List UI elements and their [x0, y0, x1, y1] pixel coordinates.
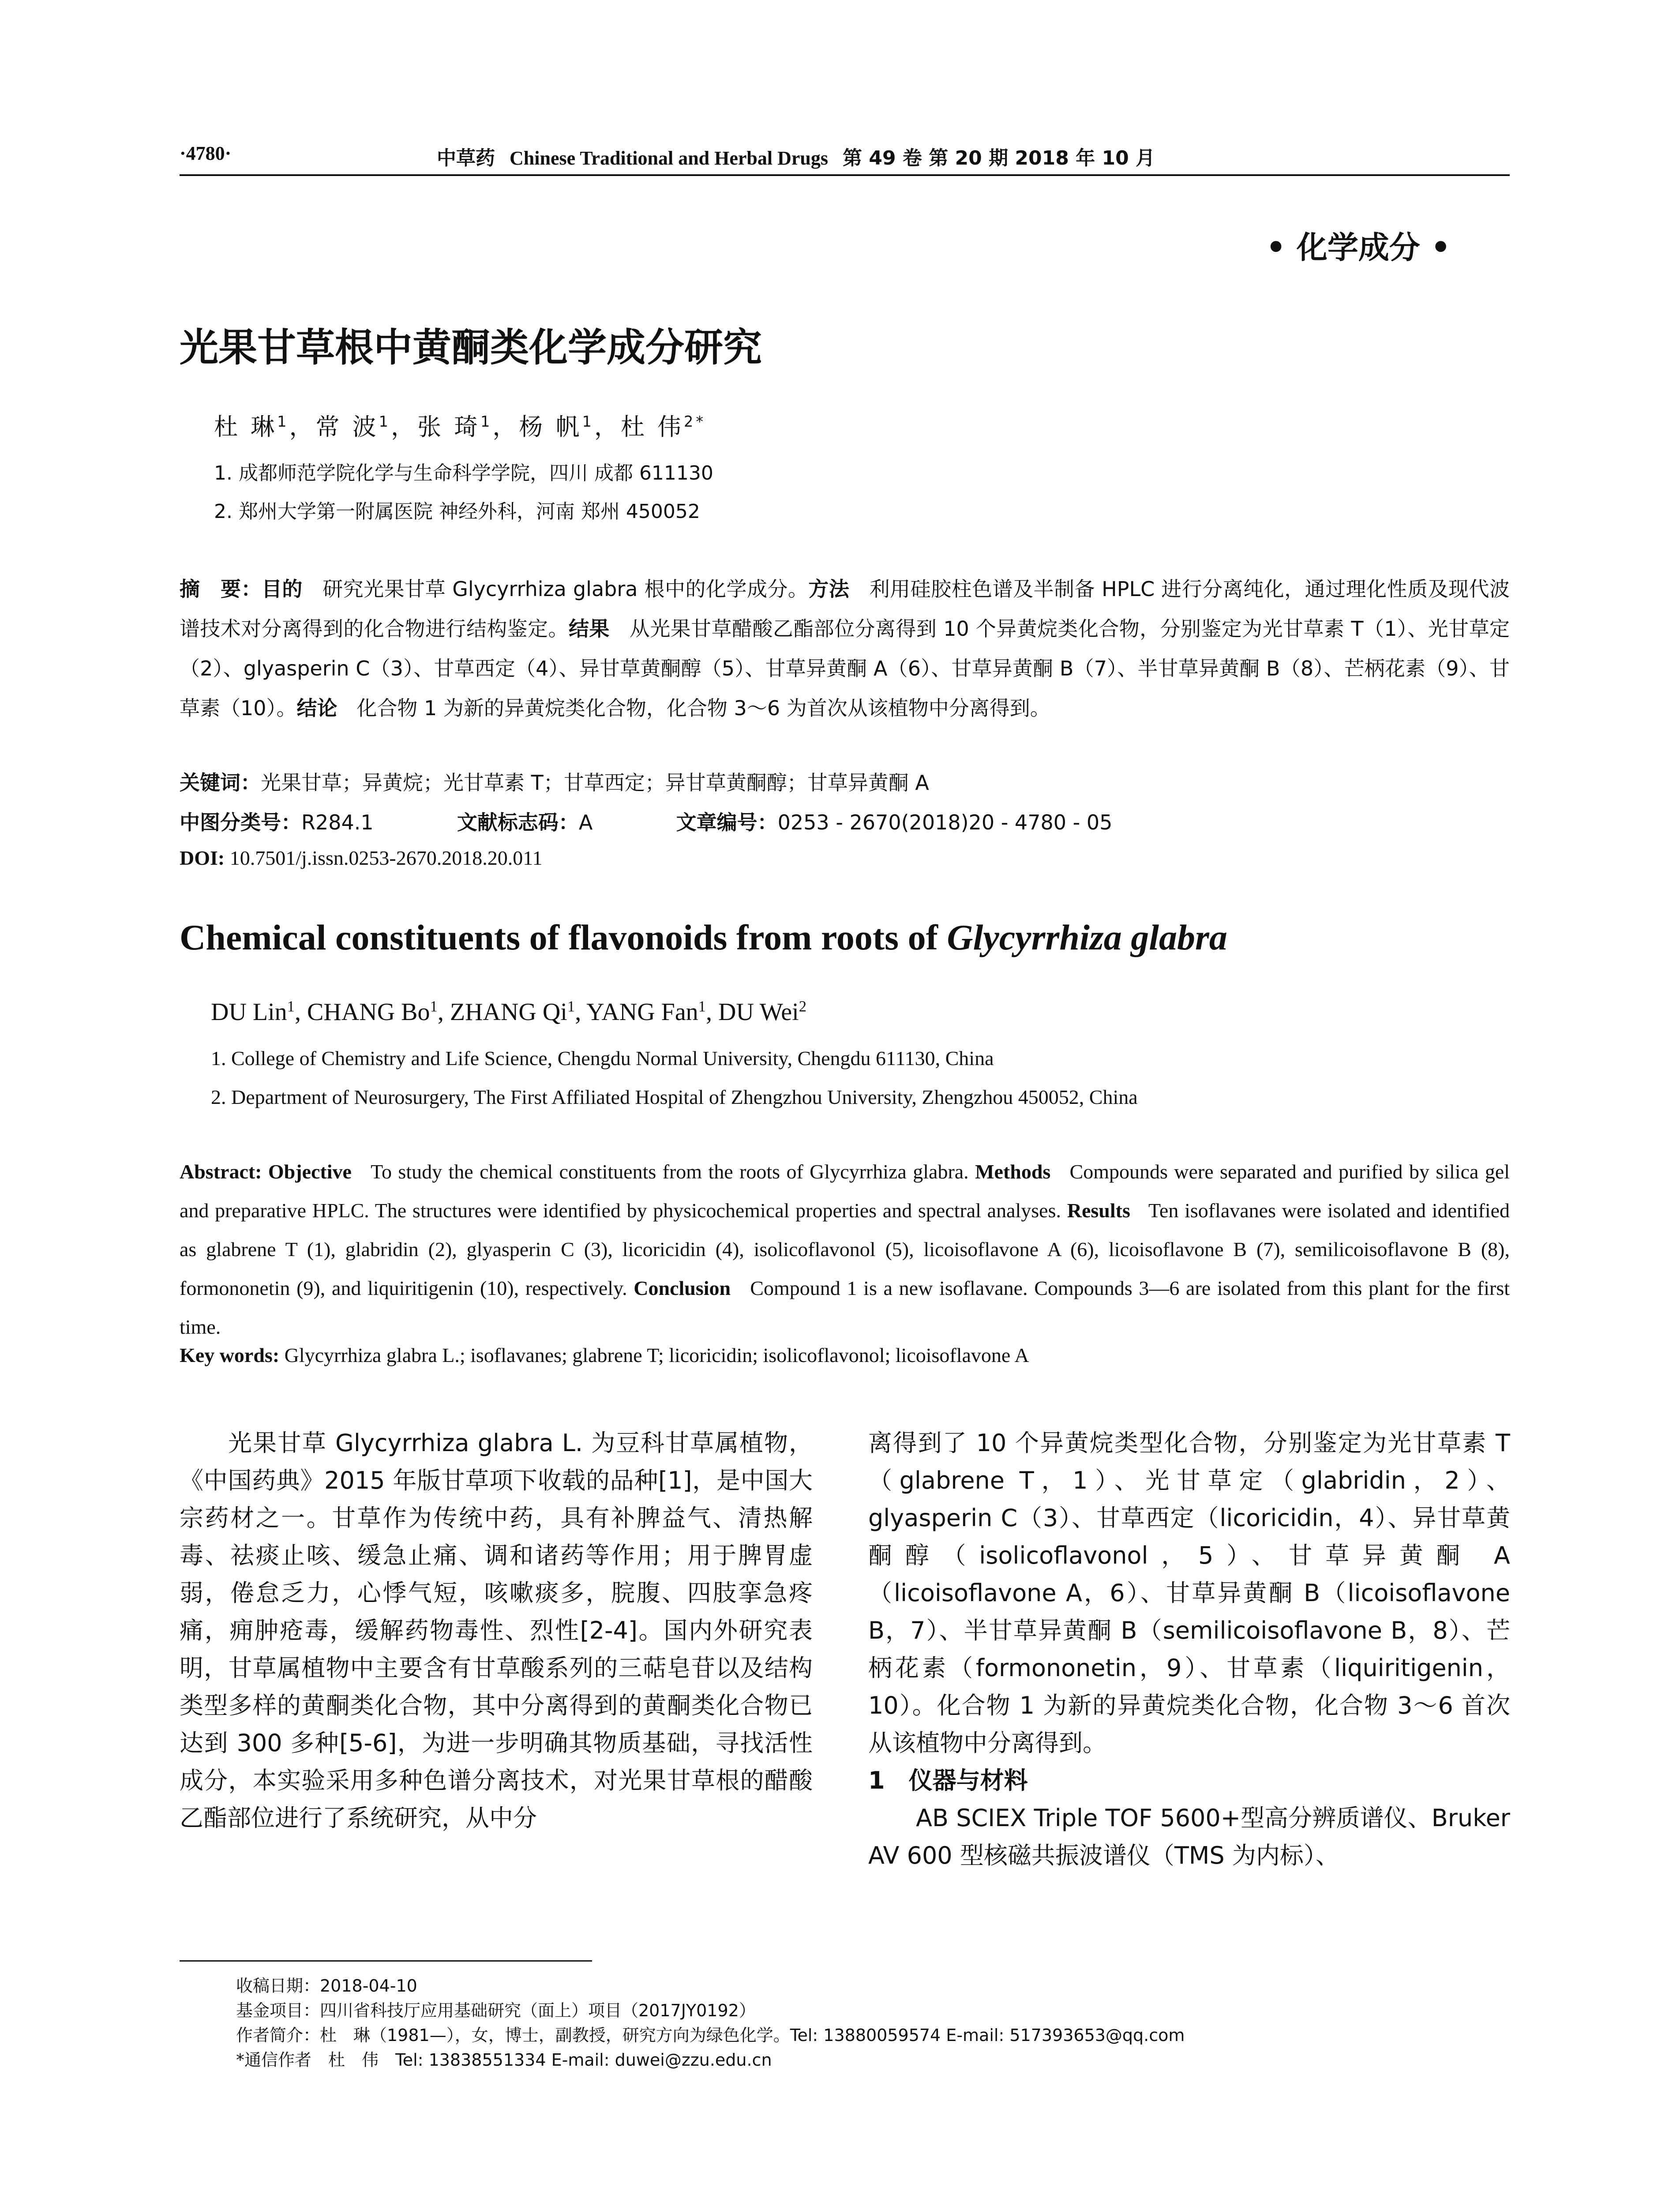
paper-title-en-italic: Glycyrrhiza glabra — [947, 917, 1227, 957]
abstract-cn-methods-label: 方法 — [808, 577, 850, 601]
en-author-affil-mark: 1 — [567, 998, 575, 1015]
running-header — [437, 142, 1155, 170]
keywords-cn-label: 关键词： — [180, 771, 261, 795]
cn-author-affil-mark: 2* — [684, 413, 706, 430]
body-right-text: 离得到了 10 个异黄烷类型化合物，分别鉴定为光甘草素 T（glabrene T，1）、光甘草定（glabridin，2）、glyasperin C（3）、甘草西定（licoricidin，4）、异甘草黄酮醇（isolicoflavonol，5）、甘草异黄酮 A（licoisoflavone A，6）、甘草异黄酮 B（licoisoflavone B，7）、半甘草异黄酮 B（semilicoisoflavone B，8）、芒柄花素（formononetin，9）、甘草素（liquiritigenin，10）。化合物 1 为新的异黄烷类化合物，化合物 3～6 首次从该植物中分离得到。 — [868, 1429, 1510, 1757]
journal-name-cn: 中草药 — [437, 147, 495, 169]
abstract-en-conclusion: Compound 1 is a new isoflavane. Compounds 3—6 are isolated from this plant for the first time. — [180, 1277, 1510, 1338]
cn-author-1: 杜 琳 — [214, 413, 278, 441]
abstract-en-results: Ten isoflavanes were isolated and identified as glabrene T (1), glabridin (2), glyasperin C (3), licoricidin (4), isolicoflavonol (5), licoisoflavone A (6), licoisoflavone B (7), semilicoisoflavone B (8), formononetin (9), and liquiritigenin (10), respectively. — [180, 1199, 1510, 1299]
en-author-affil-mark: 1 — [698, 998, 706, 1015]
en-author-2: CHANG Bo — [307, 998, 430, 1026]
paper-title-en-text: Chemical constituents of flavonoids from roots of — [180, 917, 947, 957]
keywords-en-text: Glycyrrhiza glabra L.; isoflavanes; glabrene T; licoricidin; isolicoflavonol; licoisoflavone A — [284, 1344, 1029, 1366]
cn-author-affil-mark: 1 — [277, 413, 289, 430]
keywords-cn — [180, 767, 929, 796]
footnote-received: 收稿日期：2018-04-10 — [236, 1976, 417, 1996]
abstract-cn-results-label: 结果 — [568, 617, 610, 641]
footnote-fund: 基金项目：四川省科技厅应用基础研究（面上）项目（2017JY0192） — [236, 2001, 756, 2020]
author-list-cn: 杜 琳$^1$，常 波$^1$，张 琦$^1$，杨 帆$^1$，杜 伟$^{2*}$ — [214, 413, 706, 441]
section-heading: 1 仪器与材料 — [868, 1767, 1028, 1794]
abstract-en-methods-label: Methods — [975, 1160, 1051, 1183]
section-1-text: AB SCIEX Triple TOF 5600+型高分辨质谱仪、Bruker AV 600 型核磁共振波谱仪（TMS 为内标）、 — [868, 1804, 1510, 1869]
page-number: ·4780· — [180, 143, 232, 164]
abstract-cn-objective: 研究光果甘草 Glycyrrhiza glabra 根中的化学成分。 — [322, 577, 809, 601]
en-author-affil-mark: 1 — [430, 998, 438, 1015]
abstract-en-results-label: Results — [1067, 1199, 1130, 1222]
cn-author-2: 常 波 — [315, 413, 379, 441]
cn-author-3: 张 琦 — [417, 413, 481, 441]
body-column-right — [868, 1424, 1510, 1874]
abstract-en-conclusion-label: Conclusion — [634, 1277, 731, 1299]
abstract-cn-label: 摘 要： — [180, 577, 262, 601]
doi-label: DOI: — [180, 847, 225, 869]
abstract-cn-conclusion-label: 结论 — [296, 696, 338, 720]
footnote-rule — [180, 1960, 592, 1962]
abstract-en-objective: To study the chemical constituents from the roots of Glycyrrhiza glabra. — [371, 1160, 969, 1183]
body-left-text: 光果甘草 Glycyrrhiza glabra L. 为豆科甘草属植物，《中国药典》2015 年版甘草项下收载的品种[1]，是中国大宗药材之一。甘草作为传统中药，具有补脾益气、清热解毒、祛痰止咳、缓急止痛、调和诸药等作用；用于脾胃虚弱，倦怠乏力，心悸气短，咳嗽痰多，脘腹、四肢挛急疼痛，痈肿疮毒，缓解药物毒性、烈性[2-4]。国内外研究表明，甘草属植物中主要含有甘草酸系列的三萜皂苷以及结构类型多样的黄酮类化合物，其中分离得到的黄酮类化合物已达到 300 多种[5-6]，为进一步明确其物质基础，寻找活性成分，本实验采用多种色谱分离技术，对光果甘草根的醋酸乙酯部位进行了系统研究，从中分 — [180, 1429, 813, 1832]
cn-author-4: 杨 帆 — [519, 413, 582, 441]
classification-value: R284.1 — [301, 810, 374, 834]
en-author-1: DU Lin — [211, 998, 287, 1026]
article-no-value: 0253 - 2670(2018)20 - 4780 - 05 — [777, 810, 1113, 834]
issue-info: 第 49 卷 第 20 期 2018 年 10 月 — [843, 147, 1155, 169]
abstract-cn-methods: 利用硅胶柱色谱及半制备 HPLC 进行分离纯化，通过理化性质及现代波谱技术对分离得到的化合物进行结构鉴定。 — [180, 577, 1510, 641]
paper-title-cn: 光果甘草根中黄酮类化学成分研究 — [180, 325, 762, 370]
abstract-cn-conclusion: 化合物 1 为新的异黄烷类化合物，化合物 3～6 为首次从该植物中分离得到。 — [356, 696, 1050, 720]
cn-author-affil-mark: 1 — [480, 413, 493, 430]
doc-code-value: A — [578, 810, 593, 834]
journal-name-en: Chinese Traditional and Herbal Drugs — [510, 147, 829, 169]
article-no-label: 文章编号： — [676, 810, 778, 834]
affiliation-en-1: 1. College of Chemistry and Life Science, Chengdu Normal University, Chengdu 611130, China — [211, 1047, 994, 1069]
abstract-en-label: Abstract: Objective — [180, 1160, 352, 1183]
body-column-left — [180, 1424, 813, 1837]
affiliation-cn-1: 1. 成都师范学院化学与生命科学学院，四川 成都 611130 — [214, 462, 713, 484]
footnote-corresponding: *通信作者 杜 伟 Tel: 13838551334 E-mail: duwei@zzu.edu.cn — [236, 2050, 772, 2070]
abstract-en-methods: Compounds were separated and purified by silica gel and preparative HPLC. The structures were identified by physicochemical properties and spectral analyses. — [180, 1160, 1510, 1222]
affiliation-en-2: 2. Department of Neurosurgery, The First Affiliated Hospital of Zhengzhou University, Zhengzhou 450052, China — [211, 1086, 1138, 1108]
en-author-3: ZHANG Qi — [450, 998, 567, 1026]
abstract-en — [180, 1152, 1510, 1347]
section-label: • 化学成分 • — [1266, 229, 1451, 266]
keywords-en-label: Key words: — [180, 1344, 280, 1366]
keywords-cn-text: 光果甘草；异黄烷；光甘草素 T；甘草西定；异甘草黄酮醇；甘草异黄酮 A — [261, 771, 929, 795]
keywords-en — [180, 1343, 1029, 1367]
en-author-5: DU Wei — [718, 998, 799, 1026]
en-author-affil-mark: 1 — [287, 998, 295, 1015]
abstract-cn-results: 从光果甘草醋酸乙酯部位分离得到 10 个异黄烷类化合物，分别鉴定为光甘草素 T（1）、光甘草定（2）、glyasperin C（3）、甘草西定（4）、异甘草黄酮醇（5）、甘草异黄酮 A（6）、甘草异黄酮 B（7）、半甘草异黄酮 B（8）、芒柄花素（9）、甘草素（10）。 — [180, 617, 1510, 720]
classification-label: 中图分类号： — [180, 810, 301, 834]
doi-value[interactable]: 10.7501/j.issn.0253-2670.2018.20.011 — [229, 847, 543, 869]
cn-author-5: 杜 伟 — [620, 413, 684, 441]
doi-line — [180, 846, 543, 870]
affiliation-cn-2: 2. 郑州大学第一附属医院 神经外科，河南 郑州 450052 — [214, 500, 700, 523]
classification-line — [180, 807, 1112, 836]
doc-code-label: 文献标志码： — [457, 810, 579, 834]
cn-author-affil-mark: 1 — [379, 413, 391, 430]
abstract-cn — [180, 569, 1510, 728]
footnote-author-bio: 作者简介：杜 琳（1981—），女，博士，副教授，研究方向为绿色化学。Tel: 13880059574 E-mail: 517393653@qq.com — [236, 2026, 1185, 2045]
cn-author-affil-mark: 1 — [582, 413, 594, 430]
author-list-en: DU Lin$^1$, CHANG Bo$^1$, ZHANG Qi$^1$, YANG Fan$^1$, DU Wei$^2$ — [211, 998, 807, 1026]
abstract-cn-objective-label: 目的 — [261, 577, 303, 601]
paper-title-en — [180, 917, 1227, 958]
en-author-affil-mark: 2 — [799, 998, 807, 1015]
en-author-4: YANG Fan — [586, 998, 698, 1026]
header-rule — [180, 174, 1510, 176]
